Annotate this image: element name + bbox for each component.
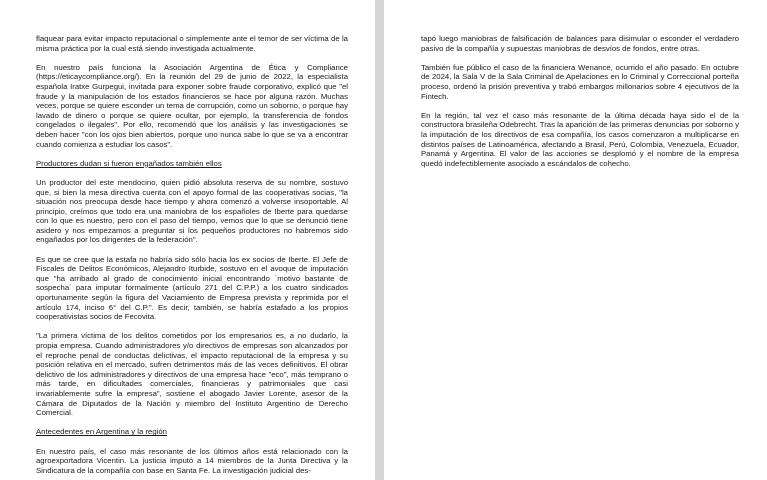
- paragraph: En la región, tal vez el caso más resonante de la última década haya sido el de la constructora brasileña Odebrecht. Tras la aparición de las primeras denuncias por soborno y la imputación de los directivos de esa compañía, los casos comenzaron a multiplicarse en distintos países de Latinoamérica, afectando a Brasil, Perú, Colombia, Venezuela, Ecuador, Panamá y Argentina. El valor de las acciones se desplomó y el nombre de la empresa quedó indefectiblemente asociado a escándalos de cohecho.: [421, 110, 739, 168]
- paragraph: Es que se cree que la estafa no habría sido sólo hacia los ex socios de Iberte. El Jefe de Fiscales de Delitos Económicos, Alejandro Iturbide, sostuvo en el avoque de imputación que "ha arribado al grado de conocimiento inicial encontrando `motivo bastante de sospecha´ para imputar formalmente (artículo 271 del C.P.P.) a los cuatro sindicados oportunamente según la figura del Vaciamiento de Empresa prevista y reprimida por el artículo 174, inciso 6° del C.P.". Es decir, también, se habría estafado a los propios cooperativistas socios de Fecovita.: [36, 254, 348, 322]
- paragraph: También fue público el caso de la financiera Wenance, ocurrido el año pasado. En octubre de 2024, la Sala V de la Sala Criminal de Apelaciones en lo Criminal y Correccional porteña proceso, ordenó la prisión preventiva y trabó embargos millonarios sobre 4 ejecutivos de la Fintech.: [421, 62, 739, 101]
- paragraph: En nuestro país, el caso más resonante de los últimos años está relacionado con la agroexportadora Vicentin. La justicia imputó a 14 miembros de la Junta Directiva y la Sindicatura de la compañía con base en Santa Fe. La investigación judicial des-: [36, 446, 348, 475]
- paragraph: "La primera víctima de los delitos cometidos por los empresarios es, a no dudarlo, la propia empresa. Cuando administradores y/o directivos de empresas son alcanzados por el reproche penal de conductas delictivas, el impacto reputacional de la empresa y su posición relativa en el mercado, sufren detrimentos más de las veces definitivos. El obrar delictivo de los administradores y directivos de una empresa hace "eco", más temprano o más tarde, en dificultades comerciales, financieras y patrimoniales que casi invariablemente sufre la empresa", sostiene el abogado Javier Lorente, asesor de la Cámara de Diputados de la Nación y miembro del Instituto Argentino de Derecho Comercial.: [36, 331, 348, 418]
- text-column-right: [421, 34, 739, 178]
- paragraph: flaquear para evitar impacto reputacional o simplemente ante el temor de ser víctima de la misma práctica por la cual está siendo investigada actualmente.: [36, 34, 348, 53]
- document-page-right: [384, 0, 767, 480]
- paragraph: En nuestro país funciona la Asociación Argentina de Ética y Compliance (https://eticaycompliance.org/). En la reunión del 29 de junio de 2022, la especialista española Iratxe Gurpegui, invitada para exponer sobre fraude corporativo, explicó que "el fraude y la manipulación de los estados financieros se hace por alguna razón. Muchas veces, porque se quiere esconder un tema de corrupción, como un soborno, o porque hay lavado de dinero o porque se quiere ocultar, por ejemplo, la transferencia de fondos congelados o ilegales". Por ello, recomendó que los análisis y las investigaciones se deben hacer "con los ojos bien abiertos, porque uno nunca sabe lo que se va a encontrar cuando comienza a estudiar los casos".: [36, 62, 348, 149]
- paragraph: tapó luego maniobras de falsificación de balances para disimular o esconder el verdadero pasivo de la compañía y supuestas maniobras de desvíos de fondos, entre otras.: [421, 34, 739, 53]
- text-column-left: [36, 34, 348, 480]
- section-heading-antecedentes: Antecedentes en Argentina y la región: [36, 427, 167, 437]
- paragraph: Un productor del este mendocino, quien pidió absoluta reserva de su nombre, sostuvo que, si bien la mesa directiva cuenta con el apoyo formal de las cooperativas socias, "la situación nos preocupa desde hace tiempo y ahora comenzó a volverse insoportable. Al principio, creímos que todo era una maniobra de los españoles de Iberte para quedarse con lo que es nuestro, pero con el paso del tiempo, vemos que lo que se denunció tiene asidero y nos empezamos a preguntar si los pequeños productores no habremos sido engañados por los dirigentes de la federación".: [36, 177, 348, 245]
- section-heading-productores: Productores dudan si fueron engañados también ellos: [36, 158, 222, 168]
- document-page-left: [0, 0, 375, 480]
